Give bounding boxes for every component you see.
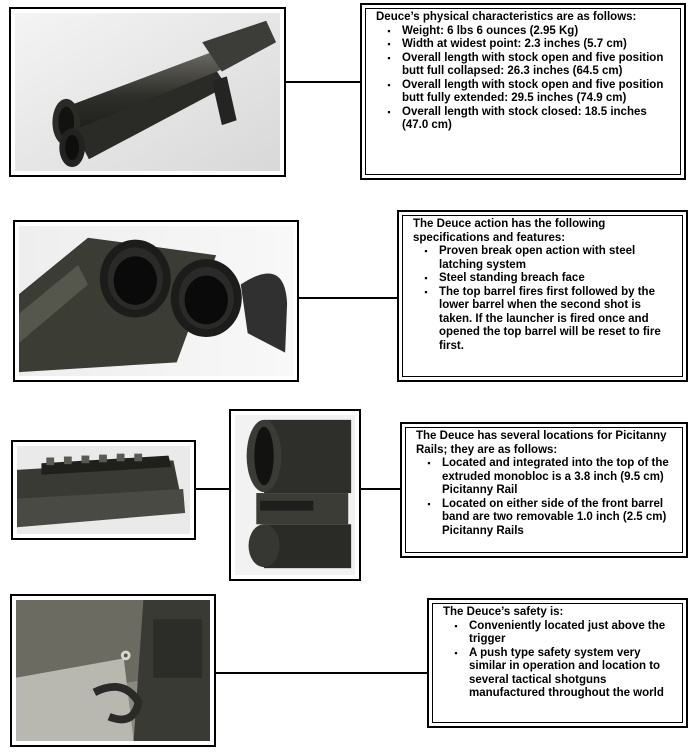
bullet-icon: ▪ — [427, 498, 431, 509]
safety-trigger-photo-frame — [10, 594, 216, 747]
section-intro: The Deuce action has the following specifications and features: — [413, 218, 606, 244]
bullet-icon: ▪ — [424, 286, 428, 297]
list-item: ▪ A push type safety system very similar in operation and location to several tactical shotguns manufactured throughout the world — [443, 647, 676, 701]
bullet-icon: ▪ — [454, 647, 458, 658]
section-intro: The Deuce’s safety is: — [443, 606, 564, 618]
top-rail-photo-frame — [11, 440, 196, 540]
connector-line — [361, 488, 401, 490]
list-item: ▪ Located and integrated into the top of the extruded monobloc is a 3.8 inch (9.5 cm) Picitanny Rail — [416, 457, 676, 498]
barrel-band-photo-frame — [229, 409, 361, 581]
list-item: ▪ Width at widest point: 2.3 inches (5.7 cm) — [376, 38, 674, 52]
connector-line — [196, 488, 230, 490]
top-rail-photo — [17, 446, 190, 534]
bullet-list — [416, 457, 676, 538]
picitanny-rails-box — [400, 422, 688, 558]
barrel-muzzle-photo-frame — [13, 220, 299, 382]
bullet-icon: ▪ — [387, 52, 391, 63]
list-item: ▪ Weight: 6 lbs 6 ounces (2.95 Kg) — [376, 25, 674, 39]
bullet-list — [443, 620, 676, 701]
physical-characteristics-box — [360, 3, 686, 180]
list-item: ▪ Overall length with stock open and five position butt fully extended: 29.5 inches (74.9 cm) — [376, 79, 674, 106]
bullet-icon: ▪ — [387, 39, 391, 49]
list-item: ▪ Steel standing breach face — [413, 272, 676, 286]
list-item: ▪ Overall length with stock closed: 18.5 inches (47.0 cm) — [376, 106, 674, 133]
barrel-band-photo — [235, 415, 355, 575]
action-specifications-box — [397, 210, 688, 382]
bullet-icon: ▪ — [387, 25, 391, 36]
bullet-icon: ▪ — [454, 620, 458, 631]
list-item: ▪ Proven break open action with steel latching system — [413, 245, 676, 272]
section-intro: The Deuce has several locations for Picitanny Rails; they are as follows: — [416, 430, 667, 456]
bullet-icon: ▪ — [424, 246, 428, 256]
safety-box — [427, 598, 688, 728]
launcher-side-photo — [15, 13, 280, 171]
bullet-icon: ▪ — [424, 273, 428, 283]
bullet-list — [376, 25, 674, 133]
connector-line — [216, 672, 428, 674]
bullet-icon: ▪ — [387, 79, 391, 90]
barrel-muzzle-photo — [19, 226, 293, 376]
list-item: ▪ Located on either side of the front barrel band are two removable 1.0 inch (2.5 cm) Picitanny Rails — [416, 498, 676, 539]
section-intro: Deuce’s physical characteristics are as follows: — [376, 11, 637, 23]
connector-line — [286, 81, 361, 83]
list-item: ▪ Conveniently located just above the trigger — [443, 620, 676, 647]
bullet-icon: ▪ — [387, 106, 391, 117]
bullet-list — [413, 245, 676, 353]
list-item: ▪ Overall length with stock open and five position butt full collapsed: 26.3 inches (64.5 cm) — [376, 52, 674, 79]
list-item: ▪ The top barrel fires first followed by the lower barrel when the second shot is taken. If the launcher is fired once and opened the top barrel will be reset to fire first. — [413, 286, 676, 354]
safety-trigger-photo — [16, 600, 210, 741]
launcher-side-photo-frame — [9, 7, 286, 177]
connector-line — [299, 297, 398, 299]
bullet-icon: ▪ — [427, 458, 431, 468]
